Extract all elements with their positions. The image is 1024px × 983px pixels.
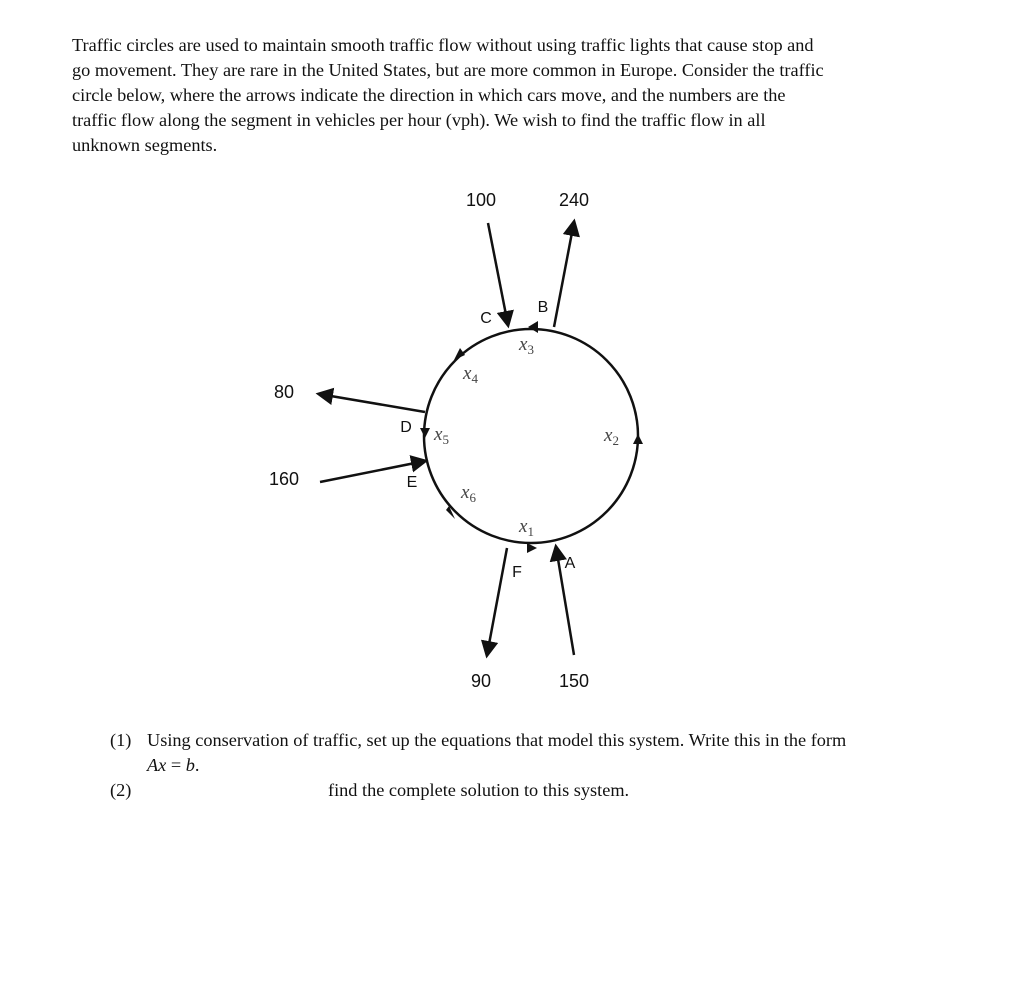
var-x5: $x_5$ bbox=[434, 424, 449, 447]
var-x1: $x_1$ bbox=[519, 516, 534, 539]
var-x2: $x_2$ bbox=[604, 425, 619, 448]
question-text: Using conservation of traffic, set up the equations that model this system. Write this in the form bbox=[147, 730, 847, 750]
circle-arrow-x2 bbox=[633, 434, 643, 444]
node-label-f: F bbox=[512, 564, 522, 581]
var-x6: $x_6$ bbox=[461, 482, 476, 505]
road-f-out bbox=[487, 548, 507, 655]
question-period: . bbox=[194, 755, 200, 775]
questions-list bbox=[110, 728, 850, 803]
flow-a-in: 150 bbox=[558, 671, 590, 691]
road-b-out bbox=[554, 222, 574, 327]
road-d-out bbox=[319, 394, 425, 412]
node-label-c: C bbox=[480, 310, 492, 327]
flow-d-out: 80 bbox=[273, 382, 295, 402]
var-x4: $x_4$ bbox=[463, 363, 478, 386]
question-text: find the complete solution to this system. bbox=[328, 780, 630, 800]
circle-arrow-x1 bbox=[527, 543, 537, 553]
node-label-e: E bbox=[406, 474, 418, 491]
circle-arrow-x3 bbox=[528, 321, 538, 333]
flow-c-in: 100 bbox=[465, 190, 497, 210]
var-x3: $x_3$ bbox=[519, 334, 534, 357]
circle-arrow-x5 bbox=[420, 428, 430, 438]
question-1 bbox=[110, 728, 850, 778]
question-2 bbox=[110, 778, 850, 803]
node-label-a: A bbox=[564, 555, 576, 572]
math-equals: = bbox=[166, 755, 186, 775]
flow-b-out: 240 bbox=[558, 190, 590, 210]
flow-f-out: 90 bbox=[470, 671, 492, 691]
circle-arrow-x4 bbox=[454, 348, 465, 360]
node-label-d: D bbox=[400, 419, 412, 436]
math-b: b bbox=[185, 755, 195, 775]
question-number: (1) bbox=[110, 730, 132, 750]
question-number: (2) bbox=[110, 780, 132, 800]
math-ax: Ax bbox=[147, 755, 167, 775]
node-label-b: B bbox=[537, 299, 549, 316]
flow-e-in: 160 bbox=[268, 469, 300, 489]
problem-intro: Traffic circles are used to maintain smooth traffic flow without using traffic lights that cause stop and go movement. They are rare in the United States, but are more common in Europe. Consider the traffic circle below, where the arrows indicate the direction in which cars move, and the numbers are the traffic flow along the segment in vehicles per hour (vph). We wish to find the traffic flow in all unknown segments. bbox=[72, 35, 824, 155]
